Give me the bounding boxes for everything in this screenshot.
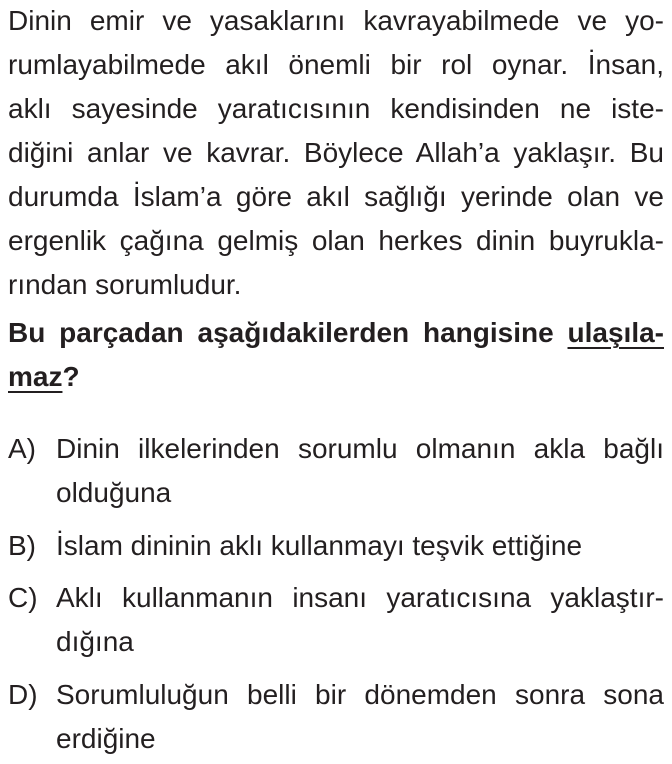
option-letter: D): [8, 679, 38, 710]
question-underlined-word: maz: [8, 361, 63, 392]
option-text: Dinin ilkelerinden sorumlu olmanın akla bağlı: [56, 433, 664, 464]
passage-line: diğini anlar ve kavrar. Böylece Allah’a yaklaşır. Bu: [8, 137, 664, 168]
passage-line: Dinin emir ve yasaklarını kavrayabilmede ve yo-: [8, 5, 664, 36]
passage-line: aklı sayesinde yaratıcısının kendisinden ne iste-: [8, 93, 664, 124]
option-letter: B): [8, 530, 36, 561]
question-line-1: [8, 316, 664, 350]
option-text: Sorumluluğun belli bir dönemden sonra sona: [56, 679, 664, 710]
passage-line: durumda İslam’a göre akıl sağlığı yerinde olan ve: [8, 181, 664, 212]
option-letter: A): [8, 433, 36, 464]
question-text: Bu parçadan aşağıdakilerden hangisine: [8, 317, 568, 348]
option-text: İslam dininin aklı kullanmayı teşvik ettiğine: [56, 530, 583, 561]
question-mark: ?: [62, 361, 80, 392]
option-text: olduğuna: [56, 477, 172, 508]
question-underlined-word: ulaşıla-: [567, 317, 664, 348]
option-text: Aklı kullanmanın insanı yaratıcısına yaklaştır-: [56, 582, 664, 613]
passage-line: ergenlik çağına gelmiş olan herkes dinin buyrukla-: [8, 225, 664, 256]
passage-line: rından sorumludur.: [8, 269, 242, 300]
option-letter: C): [8, 582, 38, 613]
option-text: erdiğine: [56, 723, 156, 754]
option-text: dığına: [56, 626, 134, 657]
passage-line: rumlayabilmede akıl önemli bir rol oynar. İnsan,: [8, 49, 664, 80]
question-line-2: [8, 360, 664, 394]
